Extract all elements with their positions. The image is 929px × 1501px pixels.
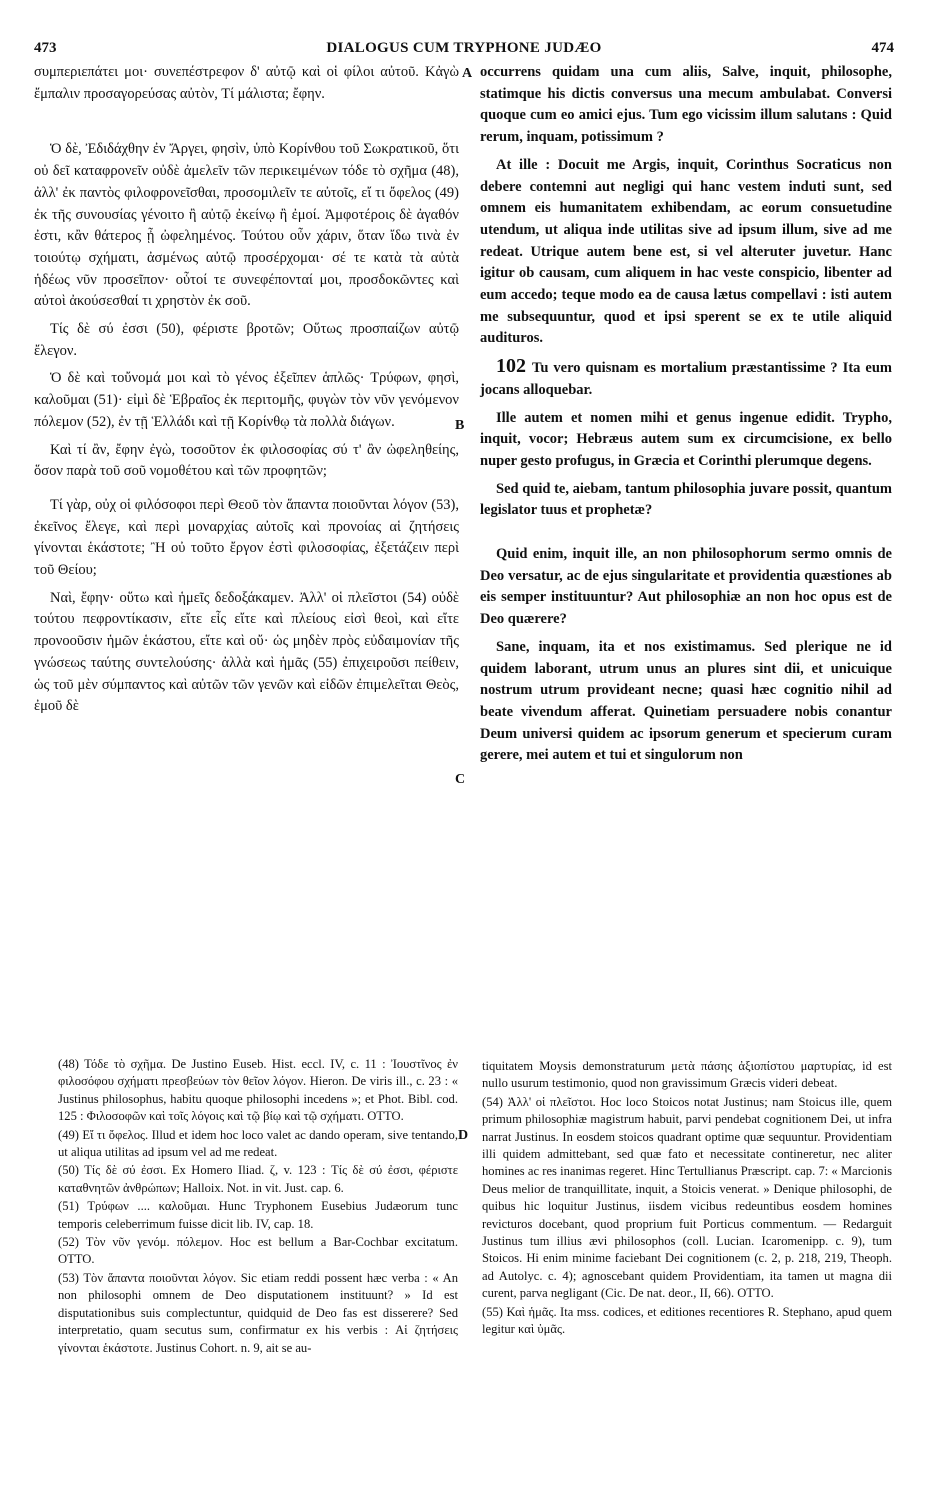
footnote: (55) Καὶ ἡμᾶς. Ita mss. codices, et editiones recentiores R. Stephano, apud quem legitur καὶ ὑμᾶς. [482,1304,892,1337]
page-header [34,40,894,62]
footnote: tiquitatem Moysis demonstraturum μετὰ πάσης ἀξιοπίστου μαρτυρίας, id est nullo usurum testimonio, quod non gravissimum Græcis videri debeat. [482,1059,892,1091]
running-title: DIALOGUS CUM TRYPHONE JUDÆO [326,40,602,56]
footnote: (52) Τὸν νῦν γενόμ. πόλεμον. Hoc est bellum a Bar-Cochbar excitatum. OTTO. [58,1235,458,1267]
greek-paragraph: Καὶ τί ἂν, ἔφην ἐγὼ, τοσοῦτον ἐκ φιλοσοφίας σύ τ' ἂν ὠφεληθείης, ὅσον παρὰ τοῦ σοῦ νομοθέτου καὶ τῶν προφητῶν; [34,441,459,480]
footnote: (51) Τρύφων .... καλοῦμαι. Hunc Tryphonem Eusebius Judæorum tunc temporis celeberrimum fuisse dicit lib. IV, cap. 18. [58,1199,458,1231]
latin-paragraph [480,356,892,401]
latin-column [480,62,892,773]
page-number-right: 474 [871,40,894,56]
greek-paragraph: Ναὶ, ἔφην· οὕτω καὶ ἡμεῖς δεδοξάκαμεν. Ἀλλ' οἱ πλεῖστοι (54) οὐδὲ τούτου πεφροντίκασιν, εἴτε εἷς εἴτε καὶ πλείους εἰσὶ θεοὶ, καὶ εἴτε προνοοῦσιν ἡμῶν ἑκάστου, εἴτε καὶ οὔ· ὡς μηδὲν πρὸς εὐδαιμονίαν τῆς γνώσεως ταύτης συντελούσης· ἀλλὰ καὶ ἡμᾶς (55) ἐπιχειροῦσι πείθειν, ὡς τοῦ μὲν σύμπαντος καὶ αὐτῶν τῶν γενῶν καὶ εἰδῶν ἐπιμελεῖται Θεὸς, ἐμοῦ δὲ [34,589,459,715]
footnote: (53) Τὸν ἅπαντα ποιοῦνται λόγον. Sic etiam reddi possent hæc verba : « An non philosophi omnem de Deo disputationem instituunt? » Id est disputationibus suis complectuntur, quidquid de Deo fas est disserere? Sed interpretatio, quam secutus sum, confirmatur ex his verbis : Αἱ ζητήσεις γίνονται ἑκάστοτε. Justinus Cohort. n. 9, ait se au- [58,1270,458,1355]
greek-paragraph: Ὁ δὲ καὶ τοὔνομά μοι καὶ τὸ γένος ἐξεῖπεν ἁπλῶς· Τρύφων, φησὶ, καλοῦμαι (51)· εἰμὶ δὲ Ἑβραῖος ἐκ περιτομῆς, φυγὼν τὸν νῦν γενόμενον πόλεμον (52), ἐν τῇ Ἑλλάδι καὶ τῇ Κορίνθῳ τὰ πολλὰ διάγων. [34,370,459,430]
latin-paragraph: Ille autem et nomen mihi et genus ingenue edidit. Trypho, inquit, vocor; Hebræus autem sum ex circumcisione, ex bello nuper gesto profugus, in Græcia et Corinthi plerumque degens. [480,409,892,469]
margin-marker-b: B [455,418,465,433]
latin-paragraph: At ille : Docuit me Argis, inquit, Corinthus Socraticus non debere contemni aut negligi qui hanc vestem induti sunt, sed omnem eis humanitatem exhibendam, ac eorum consuetudine utendum, ut aliqua inde utilitas sive ad ipsum illum, sive ad me redeat. Utrique autem bene est, si vel alteruter juvetur. Hanc igitur ob causam, cum aliquem in hac veste conspicio, libenter ad eum accedo; teque modo ea de causa lætus compellavi : isti autem me subsequuntur, quod et ipsi sperent se ex te utile aliquid audituros. [480,156,892,347]
section-number: 102 [496,355,526,378]
greek-column [34,62,459,724]
greek-paragraph: Ὁ δὲ, Ἐδιδάχθην ἐν Ἄργει, φησὶν, ὑπὸ Κορίνθου τοῦ Σωκρατικοῦ, ὅτι οὐ δεῖ καταφρονεῖν οὐδὲ ἀμελεῖν τῶν περικειμένων τόδε τὸ σχῆμα (48), ἀλλ' ἐκ παντὸς φιλοφρονεῖσθαι, προσομιλεῖν τε αὐτοῖς, εἴ τι ὄφελος (49) ἐκ τῆς συνουσίας γένοιτο ἢ αὐτῷ ἐκείνῳ ἢ ἐμοί. Ἀμφοτέροις δὲ ἀγαθόν ἐστι, κἂν θάτερος ᾖ ὠφελημένος. Τούτου οὖν χάριν, ὅταν ἴδω τινὰ ἐν τοιούτῳ σχήματι, ἀσμένως αὐτῷ προσέρχομαι· σέ τε κατὰ τὰ αὐτὰ ἡδέως νῦν προσεῖπον· οὗτοί τε συνεφέπονταί μοι, προσδοκῶντες καὶ αὐτοὶ ἀκούσεσθαί τι χρηστὸν ἐκ σοῦ. [34,141,459,310]
footnote: (50) Τίς δὲ σύ ἐσσι. Ex Homero Iliad. ζ, v. 123 : Τίς δὲ σύ ἐσσι, φέριστε καταθνητῶν ἀνθρώπων; Halloix. Not. in vit. Just. cap. 6. [58,1163,458,1195]
margin-marker-c: C [455,772,466,787]
margin-marker-d: D [458,1128,469,1143]
footnotes-left [58,1056,458,1358]
latin-paragraph: Sed quid te, aiebam, tantum philosophia juvare possit, quantum legislator tuus et prophetæ? [480,480,892,519]
footnote: (48) Τόδε τὸ σχῆμα. De Justino Euseb. Hist. eccl. IV, c. 11 : Ἰουστῖνος ἐν φιλοσόφου σχήματι πρεσβεύων τὸν θεῖον λόγον. Hieron. De viris ill., c. 23 : « Justinus philosophus, habitu quoque philosophi incedens »; et Phot. Bibl. cod. 125 : Φιλοσοφῶν καὶ τοῖς λόγοις καὶ τῷ βίῳ καὶ τῷ σχήματι. OTTO. [58,1057,458,1124]
latin-paragraph: Sane, inquam, ita et nos existimamus. Sed plerique ne id quidem laborant, utrum unus an plures sint dii, et unicuique nostrum utrum provideant necne; quasi hæc cognitio nihil ad beate vivendum afferat. Quinetiam persuadere nobis conantur Deum universi quidem ac ipsorum generum et specierum curam gerere, mei autem et tui et singulorum non [480,638,892,764]
footnote: (54) Ἀλλ' οἱ πλεῖστοι. Hoc loco Stoicos notat Justinus; nam Stoicus ille, quem primum philosophiæ magistrum habuit, parvi pendebat cognitionem Dei, ut infra narrat Justinus. In eosdem stoicos quadrant optime quæ sequuntur. Providentiam illi quidem admittebant, sed quæ fato et necessitate contineretur, nec aliter homines ac res inanimas regeret. Hinc Tertullianus Præscript. cap. 7: « Marcionis Deus melior de tranquillitate, inquit, a Stoicis venerat. » Denique philosophi, de quibus hic loquitur Justinus, iisdem vicibus redeuntibus eosdem homines revicturos docebant, quod proprium fuit Porticus commentum. — Redarguit Justinus tum illius ævi philosophos (coll. Lucian. Icaromenipp. c. 9), tum Stoicos. Hi enim minime faciebant Dei cognitionem (c. 2, p. 218, 219, Theoph. ad Autolyc. c. 4); agnoscebant quidem Providentiam, ita tamen ut magna dii curent, parva negligant (Cic. De nat. deor., II, 66). OTTO. [482,1094,892,1301]
latin-paragraph: occurrens quidam una cum aliis, Salve, inquit, philosophe, statimque his dictis conversus una mecum ambulabat. Conversi quoque cum eo amici ejus. Tum ego vicissim illum salutans : Quid rerum, inquam, potissimum ? [480,64,892,146]
latin-text: Tu vero quisnam es mortalium præstantissime ? Ita eum jocans alloquebar. [480,360,892,398]
greek-paragraph: Τίς δὲ σύ ἐσσι (50), φέριστε βροτῶν; Οὕτως προσπαίζων αὐτῷ ἔλεγον. [34,321,459,359]
footnote: (49) Εἴ τι ὄφελος. Illud et idem hoc loco valet ac dando operam, sive tentando, ut aliqua utilitas ad ipsum vel ad me redeat. [58,1127,458,1160]
footnotes-right [482,1058,892,1340]
latin-paragraph: Quid enim, inquit ille, an non philosophorum sermo omnis de Deo versatur, ac de ejus singularitate et providentia quæstiones ab eis semper instituuntur? Aut philosophiæ an non hoc opus est de Deo quærere? [480,546,892,628]
greek-paragraph: Τί γὰρ, οὐχ οἱ φιλόσοφοι περὶ Θεοῦ τὸν ἅπαντα ποιοῦνται λόγον (53), ἐκεῖνος ἔλεγε, καὶ περὶ μοναρχίας αὐτοῖς καὶ προνοίας αἱ ζητήσεις γίνονται ἑκάστοτε; Ἢ οὐ τοῦτο ἔργον ἐστὶ φιλοσοφίας, ἐξετάζειν περὶ τοῦ Θείου; [34,496,459,579]
page-number-left: 473 [34,40,57,56]
margin-marker-a: A [462,66,473,81]
greek-paragraph: συμπεριεπάτει μοι· συνεπέστρεφον δ' αὐτῷ καὶ οἱ φίλοι αὐτοῦ. Κἀγὼ ἔμπαλιν προσαγορεύσας αὐτὸν, Τί μάλιστα; ἔφην. [34,64,459,102]
